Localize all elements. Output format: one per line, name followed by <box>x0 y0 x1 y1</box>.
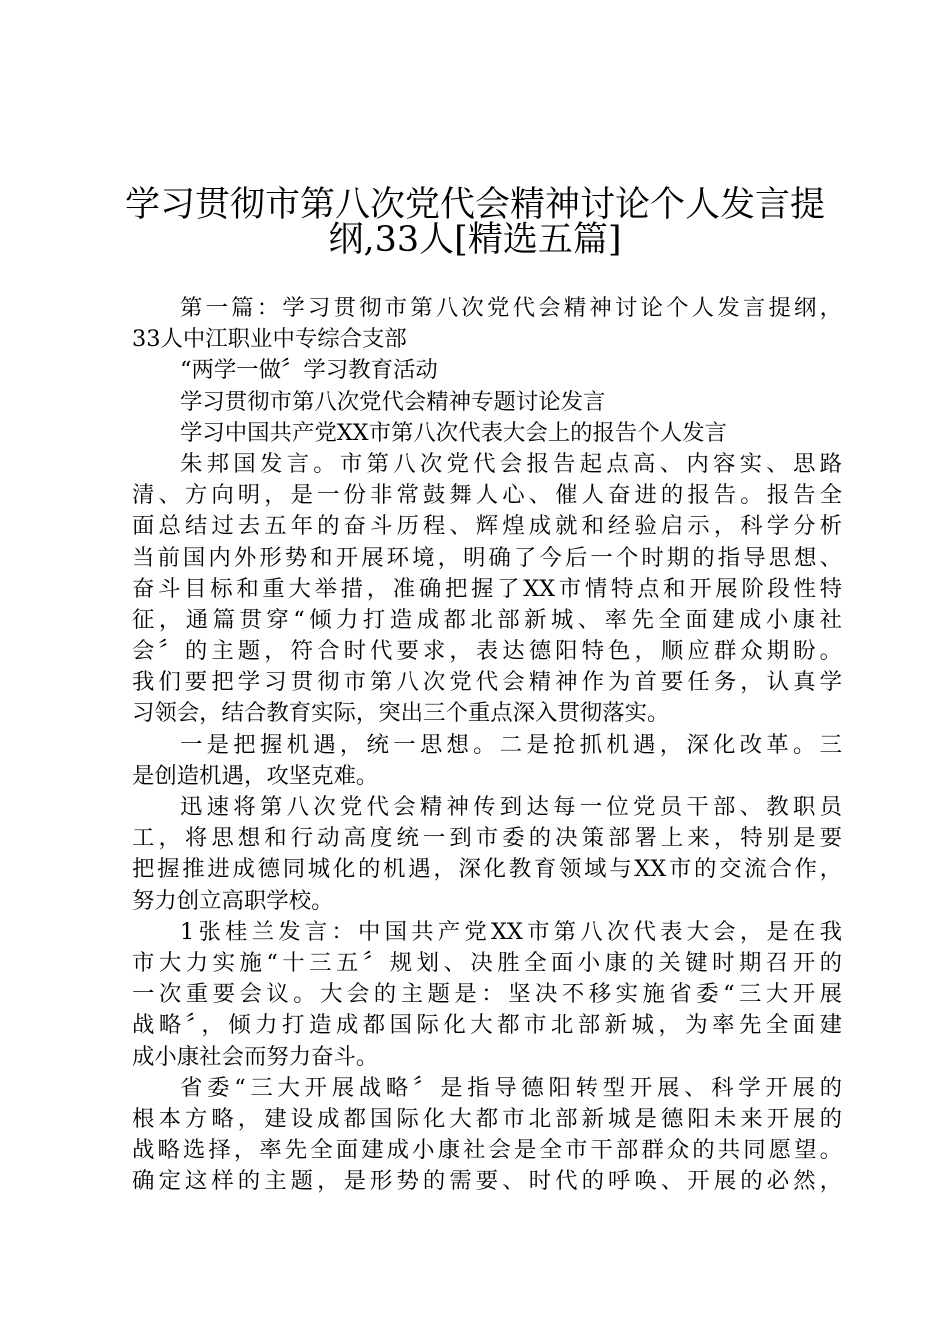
body-line: 确定这样的主题，是形势的需要、时代的呼唤、开展的必然， <box>132 1168 842 1195</box>
body-line: 奋斗目标和重大举措，准确把握了XX市情特点和开展阶段性特 <box>132 575 842 602</box>
body-line: 当前国内外形势和开展环境，明确了今后一个时期的指导思想、 <box>132 544 842 571</box>
body-line: 面总结过去五年的奋斗历程、辉煌成就和经验启示，科学分析 <box>132 513 842 540</box>
body-line: 朱邦国发言。市第八次党代会报告起点高、内容实、思路 <box>180 450 842 477</box>
body-line: 迅速将第八次党代会精神传到达每一位党员干部、教职员 <box>180 794 842 820</box>
body-line: 清、方向明，是一份非常鼓舞人心、催人奋进的报告。报告全 <box>132 482 842 509</box>
body-line: 省委“三大开展战略〞是指导德阳转型开展、科学开展的 <box>180 1074 842 1101</box>
document-title-line-2: 纲,33人[精选五篇] <box>328 220 622 260</box>
body-line: 是创造机遇，攻坚克难。 <box>132 762 379 789</box>
body-line: 1张桂兰发言：中国共产党XX市第八次代表大会，是在我 <box>180 918 842 945</box>
body-line: 第一篇：学习贯彻市第八次党代会精神讨论个人发言提纲， <box>180 295 842 321</box>
body-line: 战略选择，率先全面建成小康社会是全市干部群众的共同愿望。 <box>132 1137 842 1164</box>
body-line: 我们要把学习贯彻市第八次党代会精神作为首要任务，认真学 <box>132 669 842 696</box>
body-line: “两学一做〞学习教育活动 <box>180 357 438 384</box>
document-body <box>132 293 842 1197</box>
body-line: 战略〞，倾力打造成都国际化大都市北部新城，为率先全面建 <box>132 1012 842 1039</box>
body-line: 学习中国共产党XX市第八次代表大会上的报告个人发言 <box>180 419 727 446</box>
body-line: 成小康社会而努力奋斗。 <box>132 1043 379 1070</box>
body-line: 征，通篇贯穿“倾力打造成都北部新城、率先全面建成小康社 <box>132 606 842 633</box>
body-line: 33人中江职业中专综合支部 <box>132 326 407 353</box>
body-line: 市大力实施“十三五〞规划、决胜全面小康的关键时期召开的 <box>132 949 842 976</box>
body-line: 会〞的主题，符合时代要求，表达德阳特色，顺应群众期盼。 <box>132 638 842 665</box>
body-line: 把握推进成德同城化的机遇，深化教育领域与XX市的交流合作， <box>132 856 842 883</box>
body-line: 习领会，结合教育实际，突出三个重点深入贯彻落实。 <box>132 700 670 727</box>
body-line: 一次重要会议。大会的主题是：坚决不移实施省委“三大开展 <box>132 981 842 1008</box>
body-line: 努力创立高职学校。 <box>132 887 334 914</box>
body-line: 根本方略，建设成都国际化大都市北部新城是德阳未来开展的 <box>132 1105 842 1132</box>
body-line: 一是把握机遇，统一思想。二是抢抓机遇，深化改革。三 <box>180 731 842 758</box>
body-line: 学习贯彻市第八次党代会精神专题讨论发言 <box>180 388 606 415</box>
body-line: 工，将思想和行动高度统一到市委的决策部署上来，特别是要 <box>132 825 842 852</box>
document-title-line-1: 学习贯彻市第八次党代会精神讨论个人发言提 <box>124 185 825 225</box>
